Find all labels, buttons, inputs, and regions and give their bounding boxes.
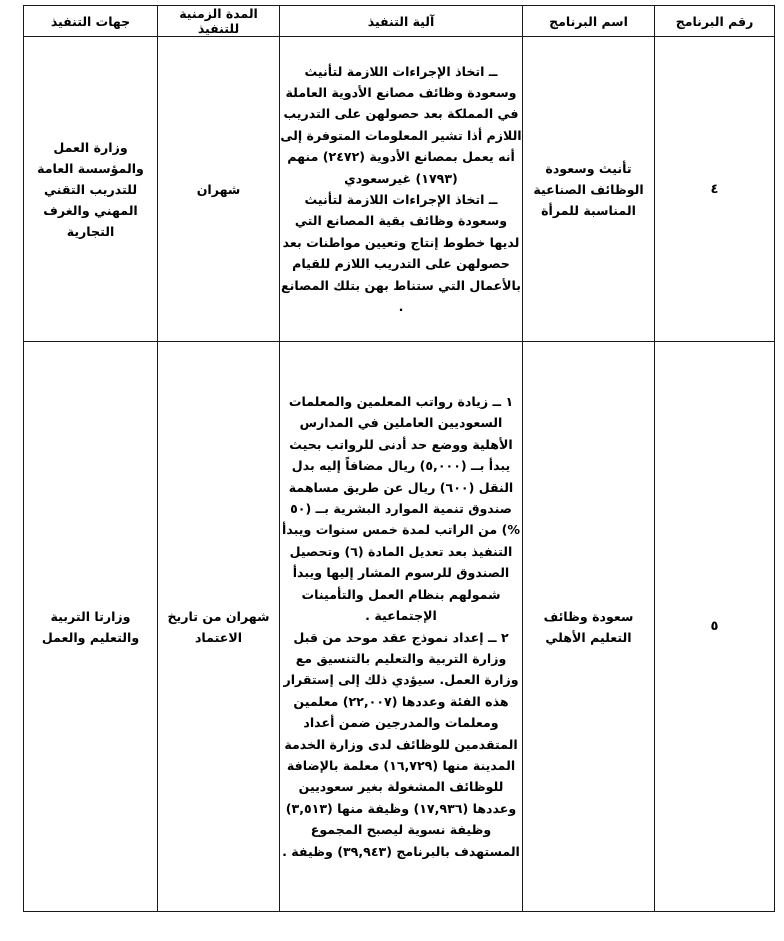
programs-table	[23, 5, 775, 912]
column-header-duration: المدة الزمنية للتنفيذ	[158, 6, 280, 37]
table-body	[24, 37, 775, 912]
column-header-program-name: اسم البرنامج	[523, 6, 655, 37]
cell-program-name: تأنيث وسعودة الوظائف الصناعية المناسبة للمرأة	[523, 37, 655, 342]
column-header-entities: جهات التنفيذ	[24, 6, 158, 37]
column-header-program-number: رقم البرنامج	[655, 6, 775, 37]
mechanism-paragraph: ــ اتخاذ الإجراءات اللازمة لتأنيث وسعودة وظائف مصانع الأدوية العاملة في المملكة بعد حصولهن على التدريب اللازم أذا تشير المعلومات المتوفرة إلى أنه يعمل بمصانع الأدوية (٢٤٧٢) منهم (١٧٩٣) غيرسعودي	[280, 63, 522, 186]
table-header-row	[24, 6, 775, 37]
cell-mechanism	[280, 37, 523, 342]
cell-entities: وزارتا التربية والتعليم والعمل	[24, 342, 158, 912]
cell-program-number: ٤	[655, 37, 775, 342]
cell-mechanism	[280, 342, 523, 912]
table-row	[24, 342, 775, 912]
table-header	[24, 6, 775, 37]
mechanism-paragraph: ٢ ــ إعداد نموذج عقد موحد من قبل وزارة التربية والتعليم بالتنسيق مع وزارة العمل. سيؤدي ذلك إلى إستقرار هذه الفئة وعددها (٢٢,٠٠٧) معلمين ومعلمات والمدرجين ضمن أعداد المتقدمين للوظائف لدى وزارة الخدمة المدينة منها (١٦,٧٢٩) معلمة بالإضافة للوظائف المشغولة بغير سعوديين وعددها (١٧,٩٣٦) وظيفة منها (٣,٥١٣) وظيفة نسوية ليصبح المجموع المستهدف بالبرنامج (٣٩,٩٤٣) وظيفة .	[282, 629, 520, 859]
column-header-mechanism: آلية التنفيذ	[280, 6, 523, 37]
cell-duration: شهران من تاريخ الاعتماد	[158, 342, 280, 912]
table-row	[24, 37, 775, 342]
cell-entities: وزارة العمل والمؤسسة العامة للتدريب التقني المهني والغرف التجارية	[24, 37, 158, 342]
mechanism-paragraph: ــ اتخاذ الإجراءات اللازمة لتأنيث وسعودة وظائف بقية المصانع التي لديها خطوط إنتاج وتعيين مواطنات بعد حصولهن على التدريب اللازم للقيام بالأعمال التي ستناط بهن بتلك المصانع .	[281, 192, 521, 315]
mechanism-paragraph: ١ ــ زيادة رواتب المعلمين والمعلمات السعوديين العاملين في المدارس الأهلية ووضع حد أدنى للرواتب بحيث يبدأ بــ (٥,٠٠٠) ريال مضافاً إليه بدل النقل (٦٠٠) ريال عن طريق مساهمة صندوق تنمية الموارد البشرية بــ (٥٠ %) من الراتب لمدة خمس سنوات ويبدأ التنفيذ بعد تعديل المادة (٦) وتحصيل الصندوق للرسوم المشار إليها ويبدأ شمولهم بنظام العمل والتأمينات الإجتماعية .	[282, 394, 520, 624]
cell-duration: شهران	[158, 37, 280, 342]
cell-program-number: ٥	[655, 342, 775, 912]
cell-program-name: سعودة وظائف التعليم الأهلي	[523, 342, 655, 912]
